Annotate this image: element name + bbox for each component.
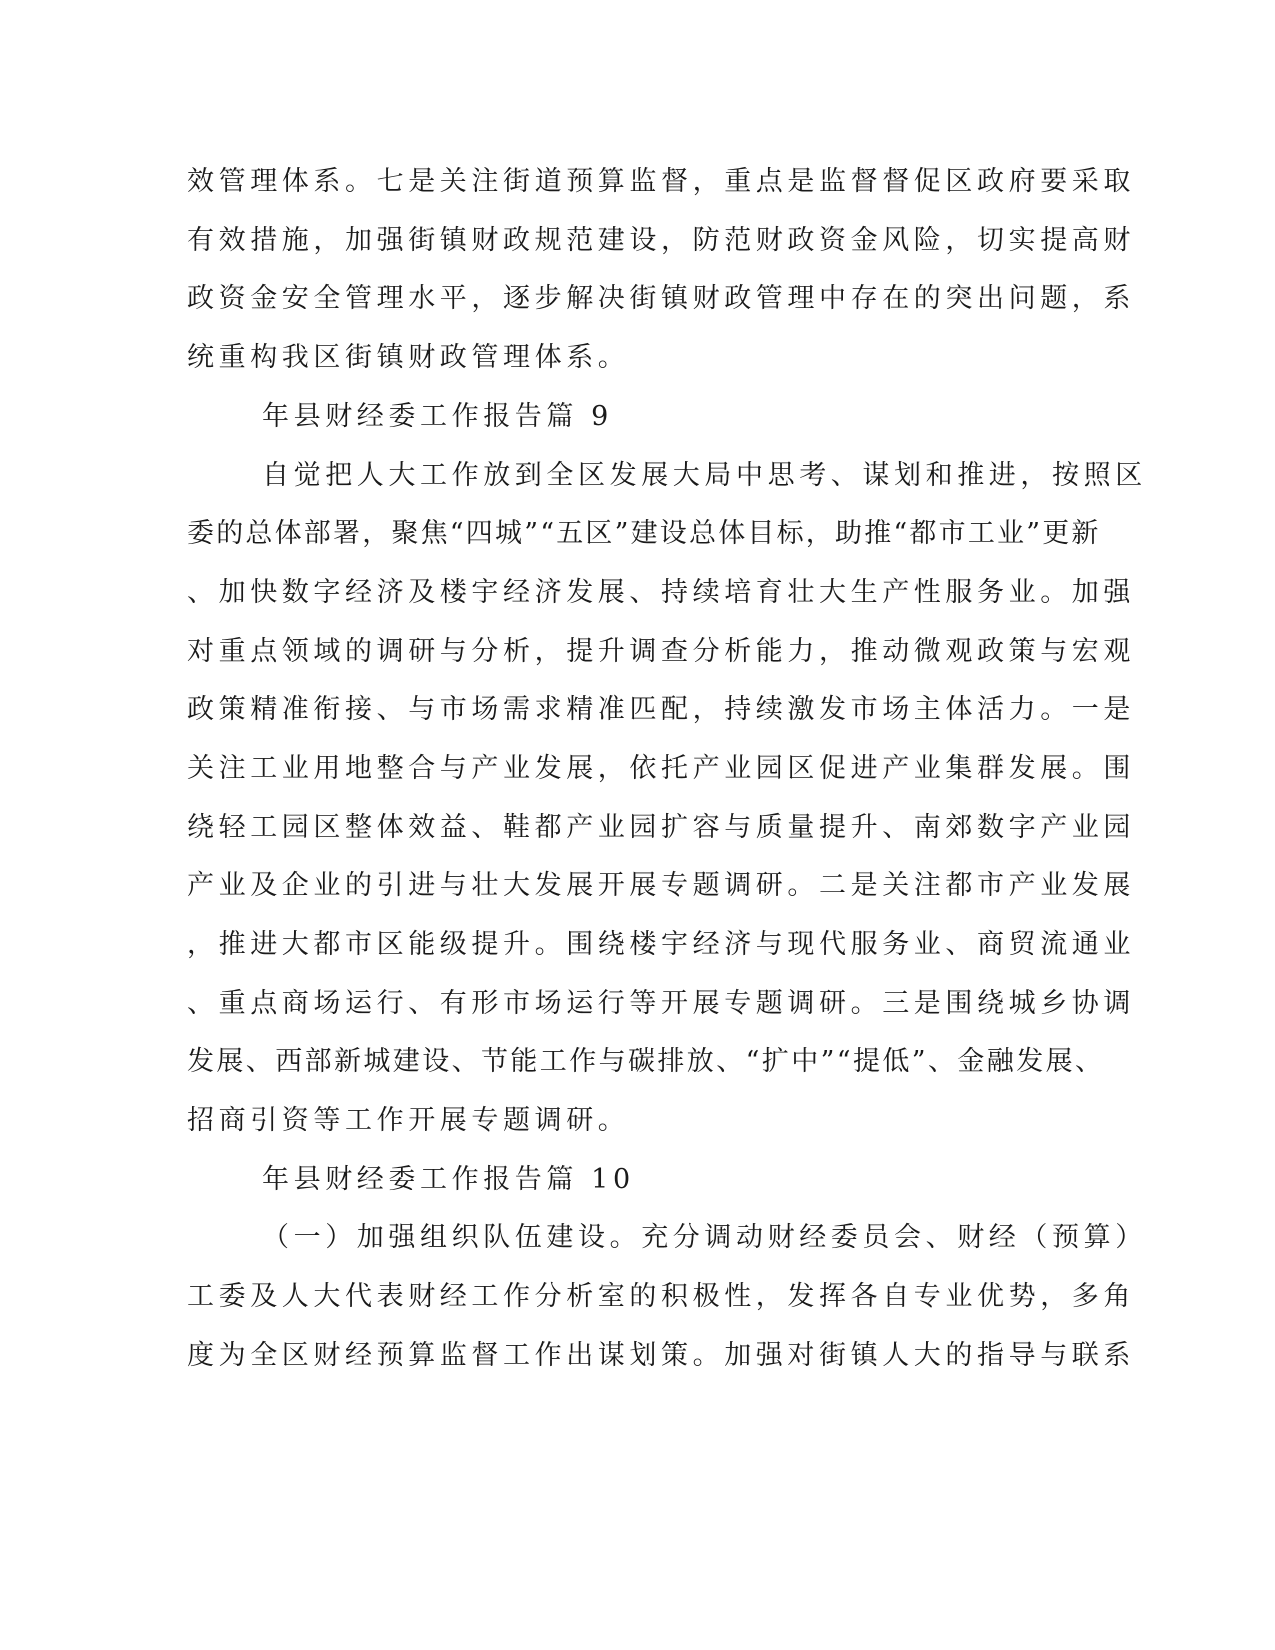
body-text-line: 绕轻工园区整体效益、鞋都产业园扩容与质量提升、南郊数字产业园 — [187, 812, 1135, 843]
body-text-line: （一）加强组织队伍建设。充分调动财经委员会、财经（预算） — [262, 1222, 1147, 1253]
body-text-line: 效管理体系。七是关注街道预算监督，重点是监督督促区政府要采取 — [187, 166, 1135, 197]
body-text-line: 有效措施，加强街镇财政规范建设，防范财政资金风险，切实提高财 — [187, 225, 1135, 256]
body-text-line: 度为全区财经预算监督工作出谋划策。加强对街镇人大的指导与联系 — [187, 1340, 1135, 1371]
body-text-line: ，推进大都市区能级提升。围绕楼宇经济与现代服务业、商贸流通业 — [187, 929, 1135, 960]
body-text-line: 委的总体部署，聚焦“四城”“五区”建设总体目标，助推“都市工业”更新 — [187, 518, 1101, 549]
body-text-line: 关注工业用地整合与产业发展，依托产业园区促进产业集群发展。围 — [187, 753, 1135, 784]
body-text-line: 统重构我区街镇财政管理体系。 — [187, 342, 630, 373]
body-text-line: 政策精准衔接、与市场需求精准匹配，持续激发市场主体活力。一是 — [187, 694, 1135, 725]
body-text-line: 自觉把人大工作放到全区发展大局中思考、谋划和推进，按照区 — [262, 460, 1147, 491]
body-text-line: 招商引资等工作开展专题调研。 — [187, 1105, 630, 1136]
body-text-line: 工委及人大代表财经工作分析室的积极性，发挥各自专业优势，多角 — [187, 1281, 1135, 1312]
body-text-line: 、重点商场运行、有形市场运行等开展专题调研。三是围绕城乡协调 — [187, 988, 1135, 1019]
section-heading-10: 年县财经委工作报告篇 10 — [262, 1164, 635, 1195]
body-text-line: 发展、西部新城建设、节能工作与碳排放、“扩中”“提低”、金融发展、 — [187, 1046, 1105, 1077]
body-text-line: 对重点领域的调研与分析，提升调查分析能力，推动微观政策与宏观 — [187, 636, 1135, 667]
body-text-line: 、加快数字经济及楼宇经济发展、持续培育壮大生产性服务业。加强 — [187, 577, 1135, 608]
body-text-line: 政资金安全管理水平，逐步解决街镇财政管理中存在的突出问题，系 — [187, 283, 1135, 314]
body-text-line: 产业及企业的引进与壮大发展开展专题调研。二是关注都市产业发展 — [187, 870, 1135, 901]
section-heading-9: 年县财经委工作报告篇 9 — [262, 401, 613, 432]
